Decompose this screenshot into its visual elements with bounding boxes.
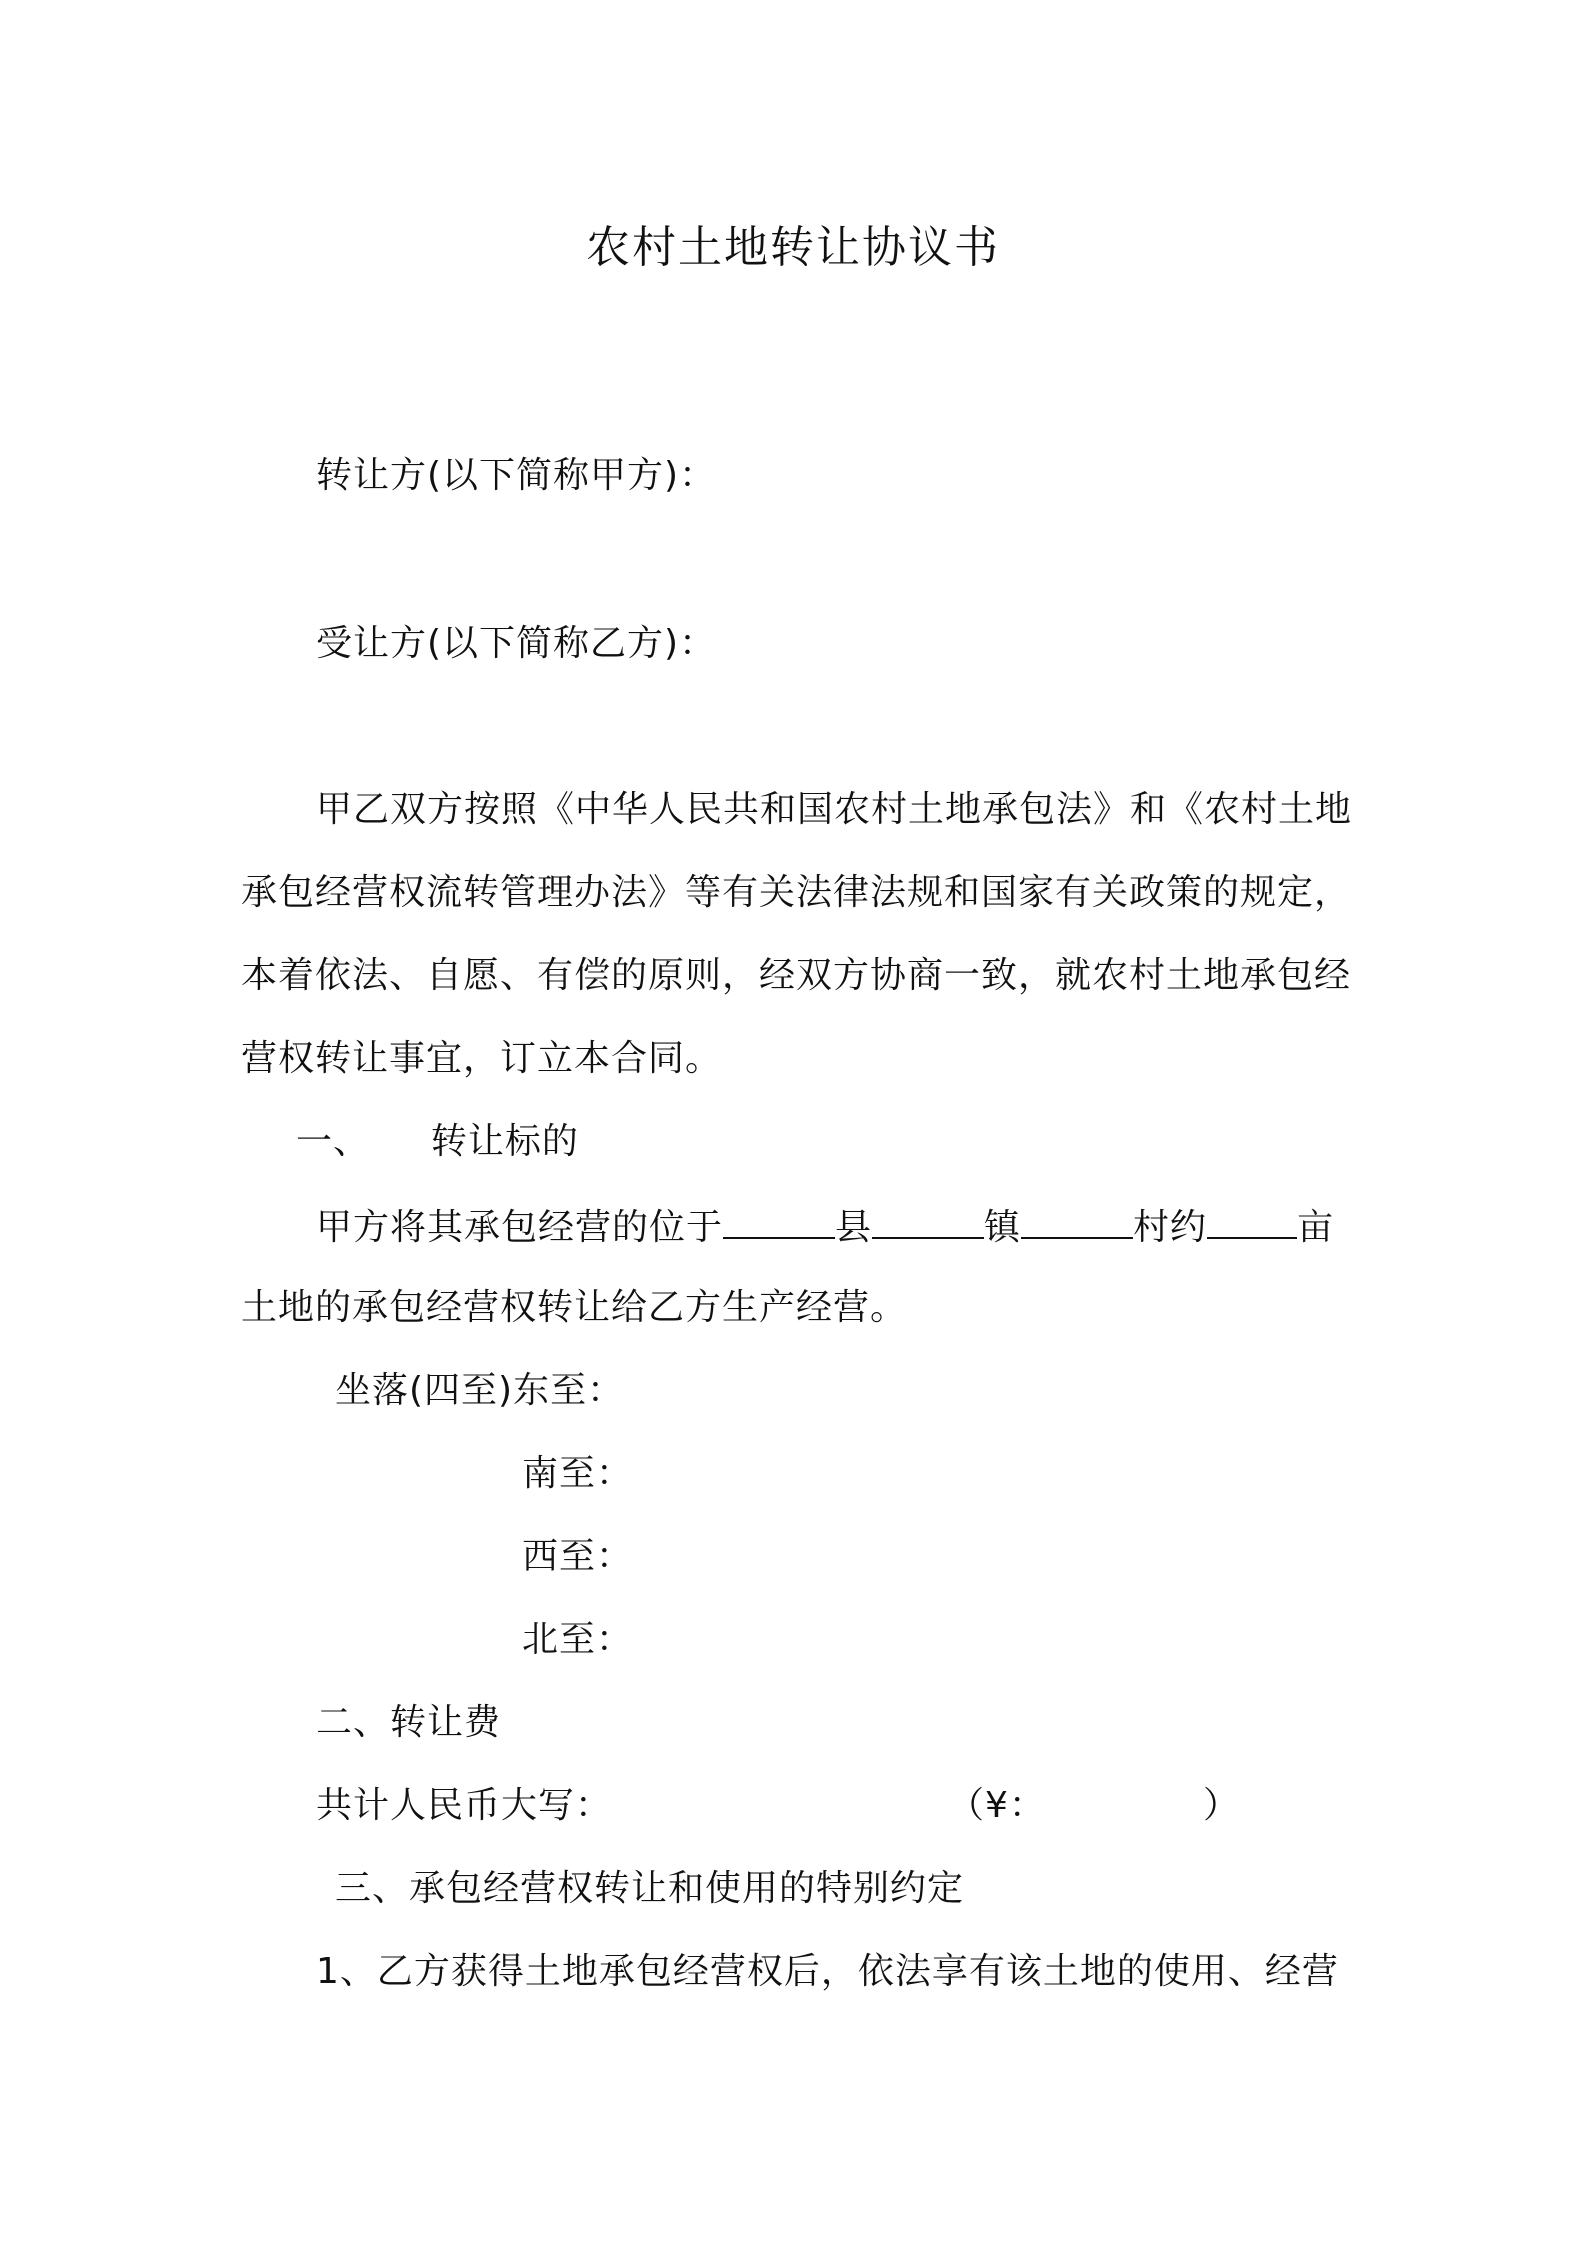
boundary-west: 西至： [522,1536,634,1577]
preamble-line-1: 甲乙双方按照《中华人民共和国农村土地承包法》和《农村土地 [316,789,1353,830]
section3-item-1: 1、乙方获得土地承包经营权后，依法享有该土地的使用、经营 [316,1951,1339,1992]
village-label: 村约 [1133,1207,1208,1248]
section1-heading [296,1118,579,1166]
transferor-label: 转让方(以下简称甲方)： [316,455,717,496]
county-label: 县 [835,1207,873,1248]
preamble-line-3: 本着依法、自愿、有偿的原则，经双方协商一致，就农村土地承包经 [241,955,1352,996]
county-blank[interactable] [723,1201,835,1239]
boundary-south: 南至： [522,1453,634,1494]
transferee-label: 受让方(以下简称乙方)： [316,623,717,664]
boundary-east: 坐落(四至)东至： [335,1370,625,1411]
section1-number: 一、 [296,1121,371,1162]
town-label: 镇 [984,1207,1022,1248]
document-title: 农村土地转让协议书 [586,222,1000,273]
section1-line-2: 土地的承包经营权转让给乙方生产经营。 [241,1287,908,1328]
boundary-north: 北至： [522,1619,634,1660]
section1-location-line [316,1201,1334,1252]
section1-title: 转让标的 [430,1121,579,1162]
village-blank[interactable] [1021,1201,1133,1239]
mu-blank[interactable] [1207,1201,1297,1239]
mu-label: 亩 [1297,1207,1335,1248]
section3-heading: 三、承包经营权转让和使用的特别约定 [335,1868,965,1909]
amount-label: 共计人民币大写： [316,1785,613,1826]
town-blank[interactable] [872,1201,984,1239]
amount-yen-open: （¥： [948,1785,1046,1826]
amount-close: ） [1203,1785,1241,1826]
location-prefix: 甲方将其承包经营的位于 [316,1207,724,1248]
preamble-line-4: 营权转让事宜，订立本合同。 [241,1038,723,1079]
section2-heading: 二、转让费 [316,1702,502,1743]
preamble-line-2: 承包经营权流转管理办法》等有关法律法规和国家有关政策的规定， [241,872,1352,913]
